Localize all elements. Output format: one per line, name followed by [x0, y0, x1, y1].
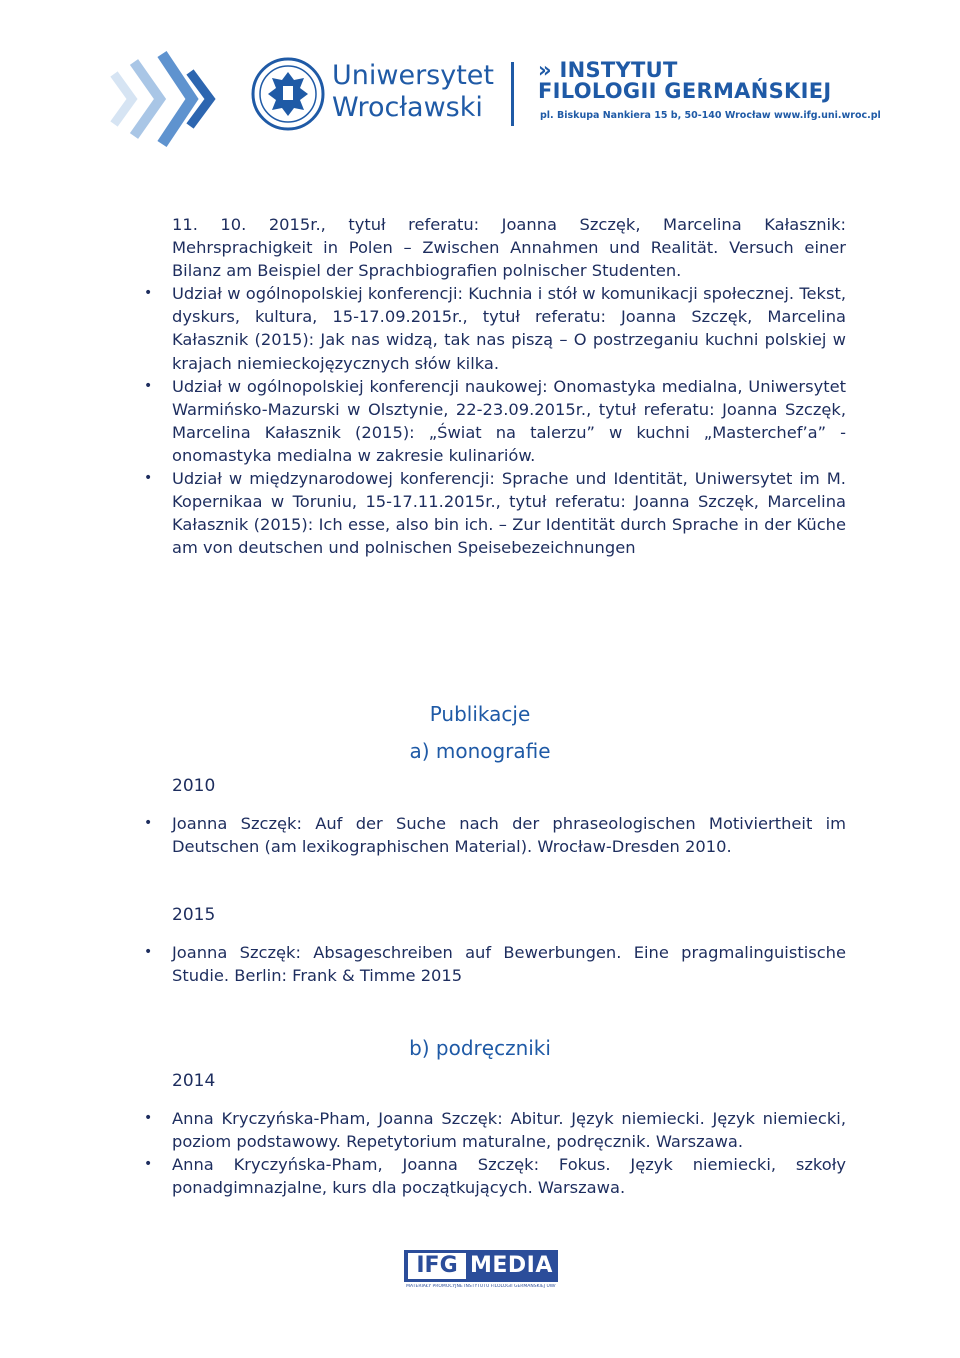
- list-item: • Udział w międzynarodowej konferencji: Sprache und Identität, Uniwersytet im M. Kopernikaa w Toruniu, 15-17.11.2015r., tytuł referatu: Joanna Szczęk, Marcelina Kałasznik (2015): Ich esse, also bin ich. – Zur Identität durch Sprache in der Küche am von deutschen und polnischen Speisebezeichnungen: [172, 467, 846, 559]
- list-item: • Anna Kryczyńska-Pham, Joanna Szczęk: Abitur. Język niemiecki. Język niemiecki, poziom podstawowy. Repetytorium maturalne, podręcznik. Warszawa.: [172, 1107, 846, 1153]
- page-header: [0, 0, 960, 160]
- university-name-line2: Wrocławski: [332, 92, 483, 123]
- institute-title-line1: » INSTYTUT: [538, 58, 678, 82]
- university-name-line1: Uniwersytet: [332, 60, 494, 91]
- monograph-2010: [172, 812, 846, 858]
- ifg-media-logo: [404, 1250, 558, 1292]
- university-name: [332, 60, 494, 124]
- logo-ifg-text: IFG: [408, 1253, 466, 1279]
- publications-title: Publikacje: [429, 702, 531, 726]
- institute-title-line2: FILOLOGII GERMAŃSKIEJ: [538, 79, 832, 103]
- intro-paragraph: 11. 10. 2015r., tytuł referatu: Joanna Szczęk, Marcelina Kałasznik: Mehrsprachigkeit in Polen – Zwischen Annahmen und Realität. Versuch einer Bilanz am Beispiel der Sprachbiografien polnischer Studenten.: [172, 215, 846, 281]
- list-item: • Anna Kryczyńska-Pham, Joanna Szczęk: Fokus. Język niemiecki, szkoły ponadgimnazjalne, kurs dla początkujących. Warszawa.: [172, 1153, 846, 1199]
- logo-media-text: MEDIA: [470, 1253, 553, 1278]
- monograph-2015: [172, 941, 846, 987]
- logo-subtitle: MATERIAŁY PROMOCYJNE INSTYTUTU FILOLOGII GERMAŃSKIEJ UWr: [406, 1284, 556, 1289]
- institute-title: [538, 60, 831, 102]
- monographs-title: a) monografie: [409, 739, 551, 763]
- textbook-list: [172, 1107, 846, 1199]
- year-label: 2014: [172, 1071, 216, 1091]
- chevron-decoration-icon: [104, 44, 224, 154]
- header-divider: [511, 62, 514, 126]
- institute-address: pl. Biskupa Nankiera 15 b, 50-140 Wrocław www.ifg.uni.wroc.pl: [540, 110, 881, 121]
- list-item: • Joanna Szczęk: Auf der Suche nach der phraseologischen Motiviertheit im Deutschen (am lexikographischen Material). Wrocław-Dresden 2010.: [172, 812, 846, 858]
- conference-list: [172, 282, 846, 559]
- list-item: • Udział w ogólnopolskiej konferencji naukowej: Onomastyka medialna, Uniwersytet Warmińsko-Mazurski w Olsztynie, 22-23.09.2015r., tytuł referatu: Joanna Szczęk, Marcelina Kałasznik (2015): „Świat na talerzu” w kuchni „Masterchef’a” - onomastyka medialna w zakresie kulinariów.: [172, 375, 846, 467]
- year-label: 2015: [172, 905, 216, 925]
- university-seal-icon: [250, 56, 326, 132]
- conference-section: [172, 213, 846, 559]
- list-item: • Udział w ogólnopolskiej konferencji: Kuchnia i stół w komunikacji społecznej. Tekst, dyskurs, kultura, 15-17.09.2015r., tytuł referatu: Joanna Szczęk, Marcelina Kałasznik (2015): Jak nas widzą, tak nas piszą – O postrzeganiu kuchni polskiej w krajach niemieckojęzycznych słów kilka.: [172, 282, 846, 374]
- list-item: • Joanna Szczęk: Absageschreiben auf Bewerbungen. Eine pragmalinguistische Studie. Berlin: Frank & Timme 2015: [172, 941, 846, 987]
- textbooks-title: b) podręczniki: [409, 1036, 551, 1060]
- year-label: 2010: [172, 776, 216, 796]
